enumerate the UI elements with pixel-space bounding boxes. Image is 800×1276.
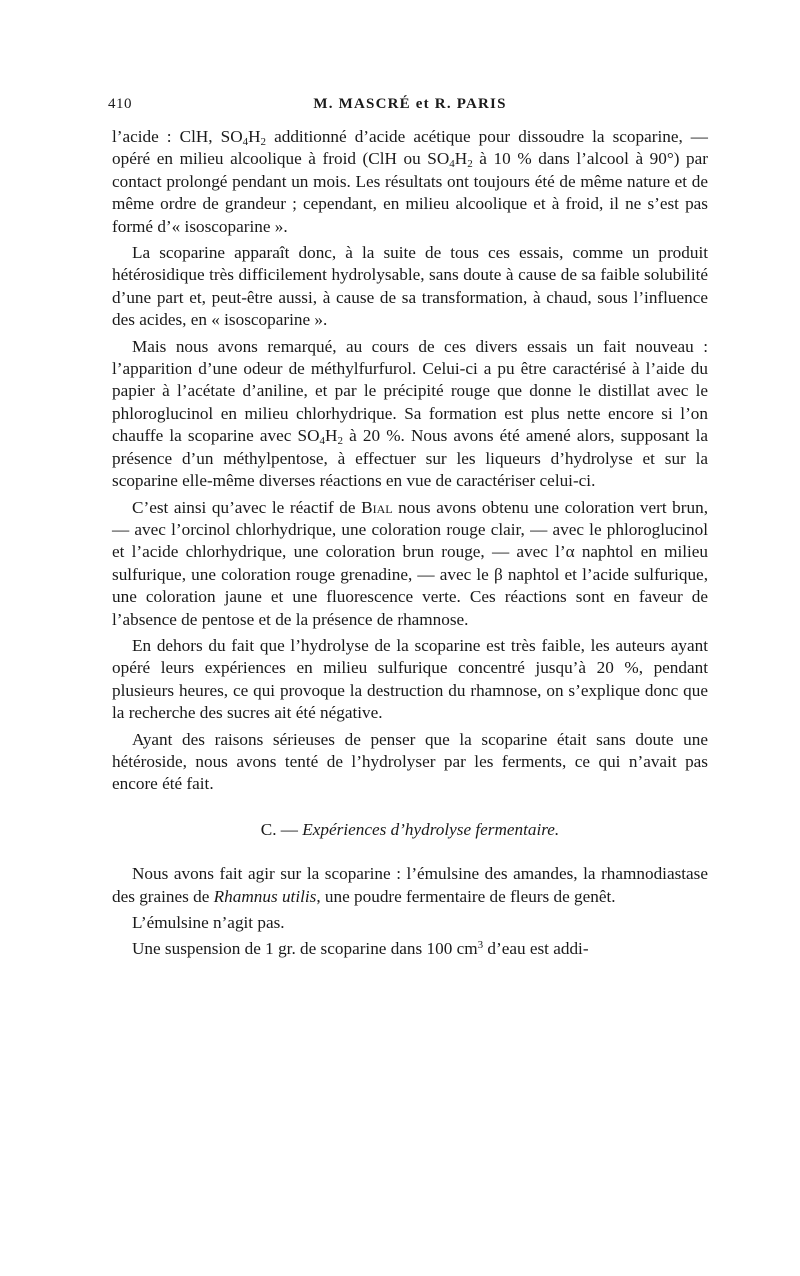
section-heading [112,819,708,841]
running-head: M. MASCRÉ et R. PARIS [313,96,507,112]
article-body [112,126,708,961]
species-name: Rhamnus utilis [213,886,317,906]
page [108,96,709,961]
author-name-bial: Bial [361,497,393,517]
paragraph-2: La scoparine apparaît donc, à la suite de tous ces essais, comme un produit hétérosidique très difficilement hydrolysable, sans doute à cause de sa faible solubilité d’une part et, peut-être aussi, à cause de sa transformation, à chaud, sous l’influence des acides, en « isoscoparine ». [112,243,708,330]
paragraph-8: L’émulsine n’agit pas. [132,913,285,932]
paragraph-1: l’acide : ClH, $SO_4H_2$ additionné d’acide acétique pour dissoudre la scoparine, — opéré en milieu alcoolique à froid (ClH ou $SO_4H_2$ à 10 % dans l’alcool à 90°) par contact prolongé pendant un mois. Les résultats ont toujours été de même nature et de même ordre de grandeur ; cependant, en milieu alcoolique et à froid, il ne s’est pas formé d’« isoscoparine ». [112,127,708,236]
paragraph-6: Ayant des raisons sérieuses de penser que la scoparine était sans doute une hétéroside, nous avons tenté de l’hydrolyser par les ferments, ce qui n’avait pas encore été fait. [112,729,708,794]
page-number: 410 [108,96,132,112]
paragraph-3: Mais nous avons remarqué, au cours de ces divers essais un fait nouveau : l’apparition d’une odeur de méthylfurfurol. Celui-ci a pu être caractérisé à l’aide du papier à l’acétate d’aniline, et par le précipité rouge que donne le distillat avec le phloroglucinol en milieu chlorhydrique. Sa formation est plus nette encore si l’on chauffe la scoparine avec $SO_4H_2$ à 20 %. Nous avons été amené alors, supposant la présence d’un méthylpentose, à effectuer sur les liqueurs d’hydrolyse et sur la scoparine elle-même diverses réactions en vue de caractériser celui-ci. [112,336,709,491]
paragraph-9: Une suspension de 1 gr. de scoparine dans 100 $cm^3$ d’eau est addi- [132,939,589,959]
paragraph-4: C’est ainsi qu’avec le réactif de Bial nous avons obtenu une coloration vert brun, — avec l’orcinol chlorhydrique, une coloration rouge clair, — avec le phloroglucinol et l’acide chlorhydrique, une coloration brun rouge, — avec l’α naphtol en milieu sulfurique, une coloration rouge grenadine, — avec le β naphtol et l’acide sulfurique, une coloration jaune et une fluorescence verte. Ces réactions sont en faveur de l’absence de pentose et de la présence de rhamnose. [112,497,708,629]
section-label: C. — [260,819,298,839]
paragraph-5: En dehors du fait que l’hydrolyse de la scoparine est très faible, les auteurs ayant opéré leurs expériences en milieu sulfurique concentré jusqu’à 20 %, pendant plusieurs heures, ce qui provoque la destruction du rhamnose, on s’explique donc que la recherche des sucres ait été négative. [112,635,708,723]
page-header [108,96,708,126]
section-title: Expériences d’hydrolyse fermentaire. [302,819,560,839]
paragraph-7: Nous avons fait agir sur la scoparine : l’émulsine des amandes, la rhamnodiastase des graines de Rhamnus utilis, une poudre fermentaire de fleurs de genêt. [112,864,708,906]
